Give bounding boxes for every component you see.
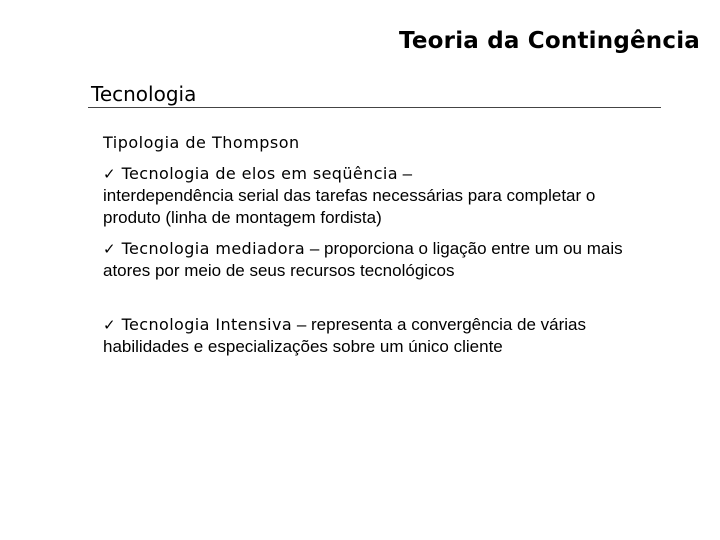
section-heading: Tecnologia [91,82,197,106]
item-term: Tecnologia de elos em seqüência [121,164,398,183]
item-description: interdependência serial das tarefas necessárias para completar o produto (linha de montagem fordista) [103,186,596,227]
list-item [103,314,648,358]
checkmark-icon: ✓ [103,165,116,183]
item-term: Tecnologia mediadora [121,239,306,258]
item-term: Tecnologia Intensiva [121,315,293,334]
subheading: Tipologia de Thompson [103,133,300,152]
list-item [103,238,648,282]
heading-divider [88,107,661,108]
item-description: proporciona o ligação entre um ou mais atores por meio de seus recursos tecnológicos [103,239,623,280]
list-item [103,163,648,229]
item-description: representa a convergência de várias habilidades e especializações sobre um único cliente [103,315,587,356]
checkmark-icon: ✓ [103,240,116,258]
checkmark-icon: ✓ [103,316,116,334]
item-dash: – [292,315,312,334]
slide-title: Teoria da Contingência [399,28,700,54]
item-dash: – [397,164,413,183]
item-dash: – [305,239,324,258]
